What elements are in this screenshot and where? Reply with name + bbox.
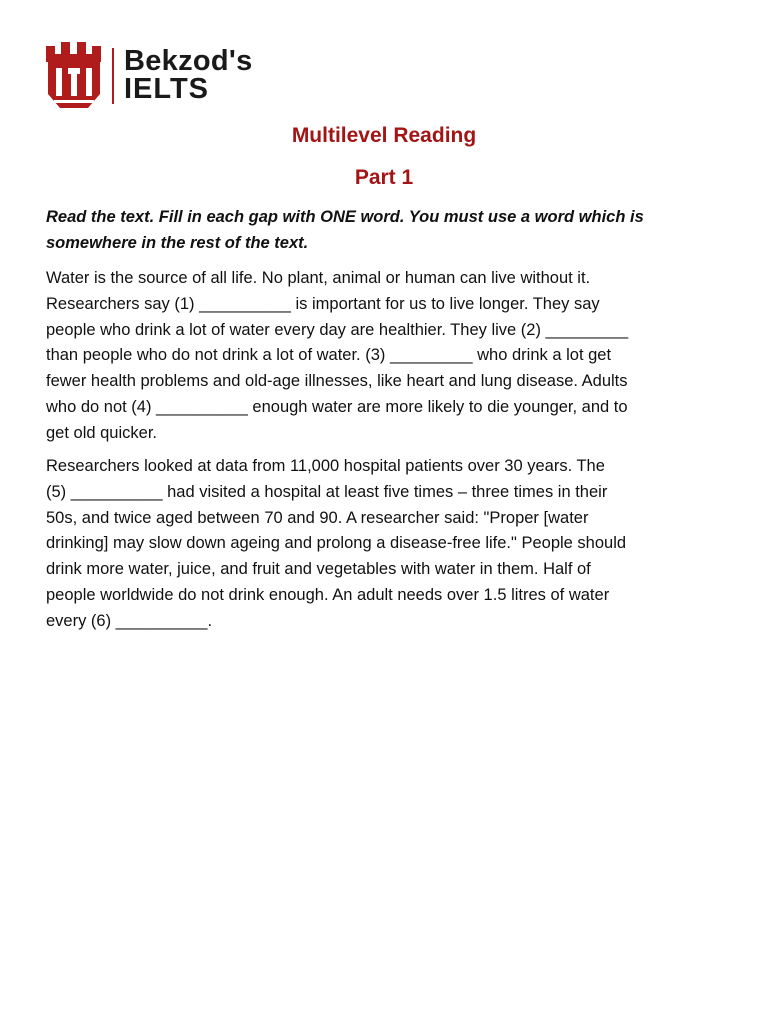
text-line: people worldwide do not drink enough. An adult needs over 1.5 litres of water	[46, 585, 610, 604]
text-line: get old quicker.	[46, 423, 157, 442]
castle-tower-icon	[44, 42, 104, 112]
text-line: fewer health problems and old-age illnesses, like heart and lung disease. Adults	[46, 372, 628, 391]
instruction-line: somewhere in the rest of the text.	[46, 234, 309, 252]
text-line: drinking] may slow down ageing and prolong a disease-free life." People should	[46, 534, 627, 553]
text-line: drink more water, juice, and fruit and vegetables with water in them. Half of	[46, 560, 591, 579]
brand-subtitle: IELTS	[124, 73, 210, 105]
instruction-line: Read the text. Fill in each gap with ONE word. You must use a word which is	[46, 208, 644, 226]
text-line: every (6) __________.	[46, 611, 213, 630]
instruction-text	[46, 204, 726, 256]
text-line: who do not (4) __________ enough water are more likely to die younger, and to	[46, 397, 628, 416]
brand-logo	[44, 42, 284, 114]
text-line: Researchers say (1) __________ is important for us to live longer. They say	[46, 294, 600, 313]
text-line: 50s, and twice aged between 70 and 90. A researcher said: "Proper [water	[46, 508, 589, 527]
text-line: people who drink a lot of water every day are healthier. They live (2) _________	[46, 320, 629, 339]
text-line: Researchers looked at data from 11,000 hospital patients over 30 years. The	[46, 457, 605, 475]
brand-divider	[112, 48, 114, 104]
text-line: Water is the source of all life. No plant, animal or human can live without it.	[46, 269, 591, 287]
page-title: Multilevel Reading	[291, 124, 477, 147]
reading-paragraph-1	[46, 266, 726, 447]
brand-name: Bekzod's	[124, 45, 253, 77]
text-line: (5) __________ had visited a hospital at least five times – three times in their	[46, 482, 608, 501]
part-heading: Part 1	[354, 166, 414, 189]
text-line: than people who do not drink a lot of water. (3) _________ who drink a lot get	[46, 346, 612, 365]
reading-paragraph-2	[46, 454, 726, 635]
